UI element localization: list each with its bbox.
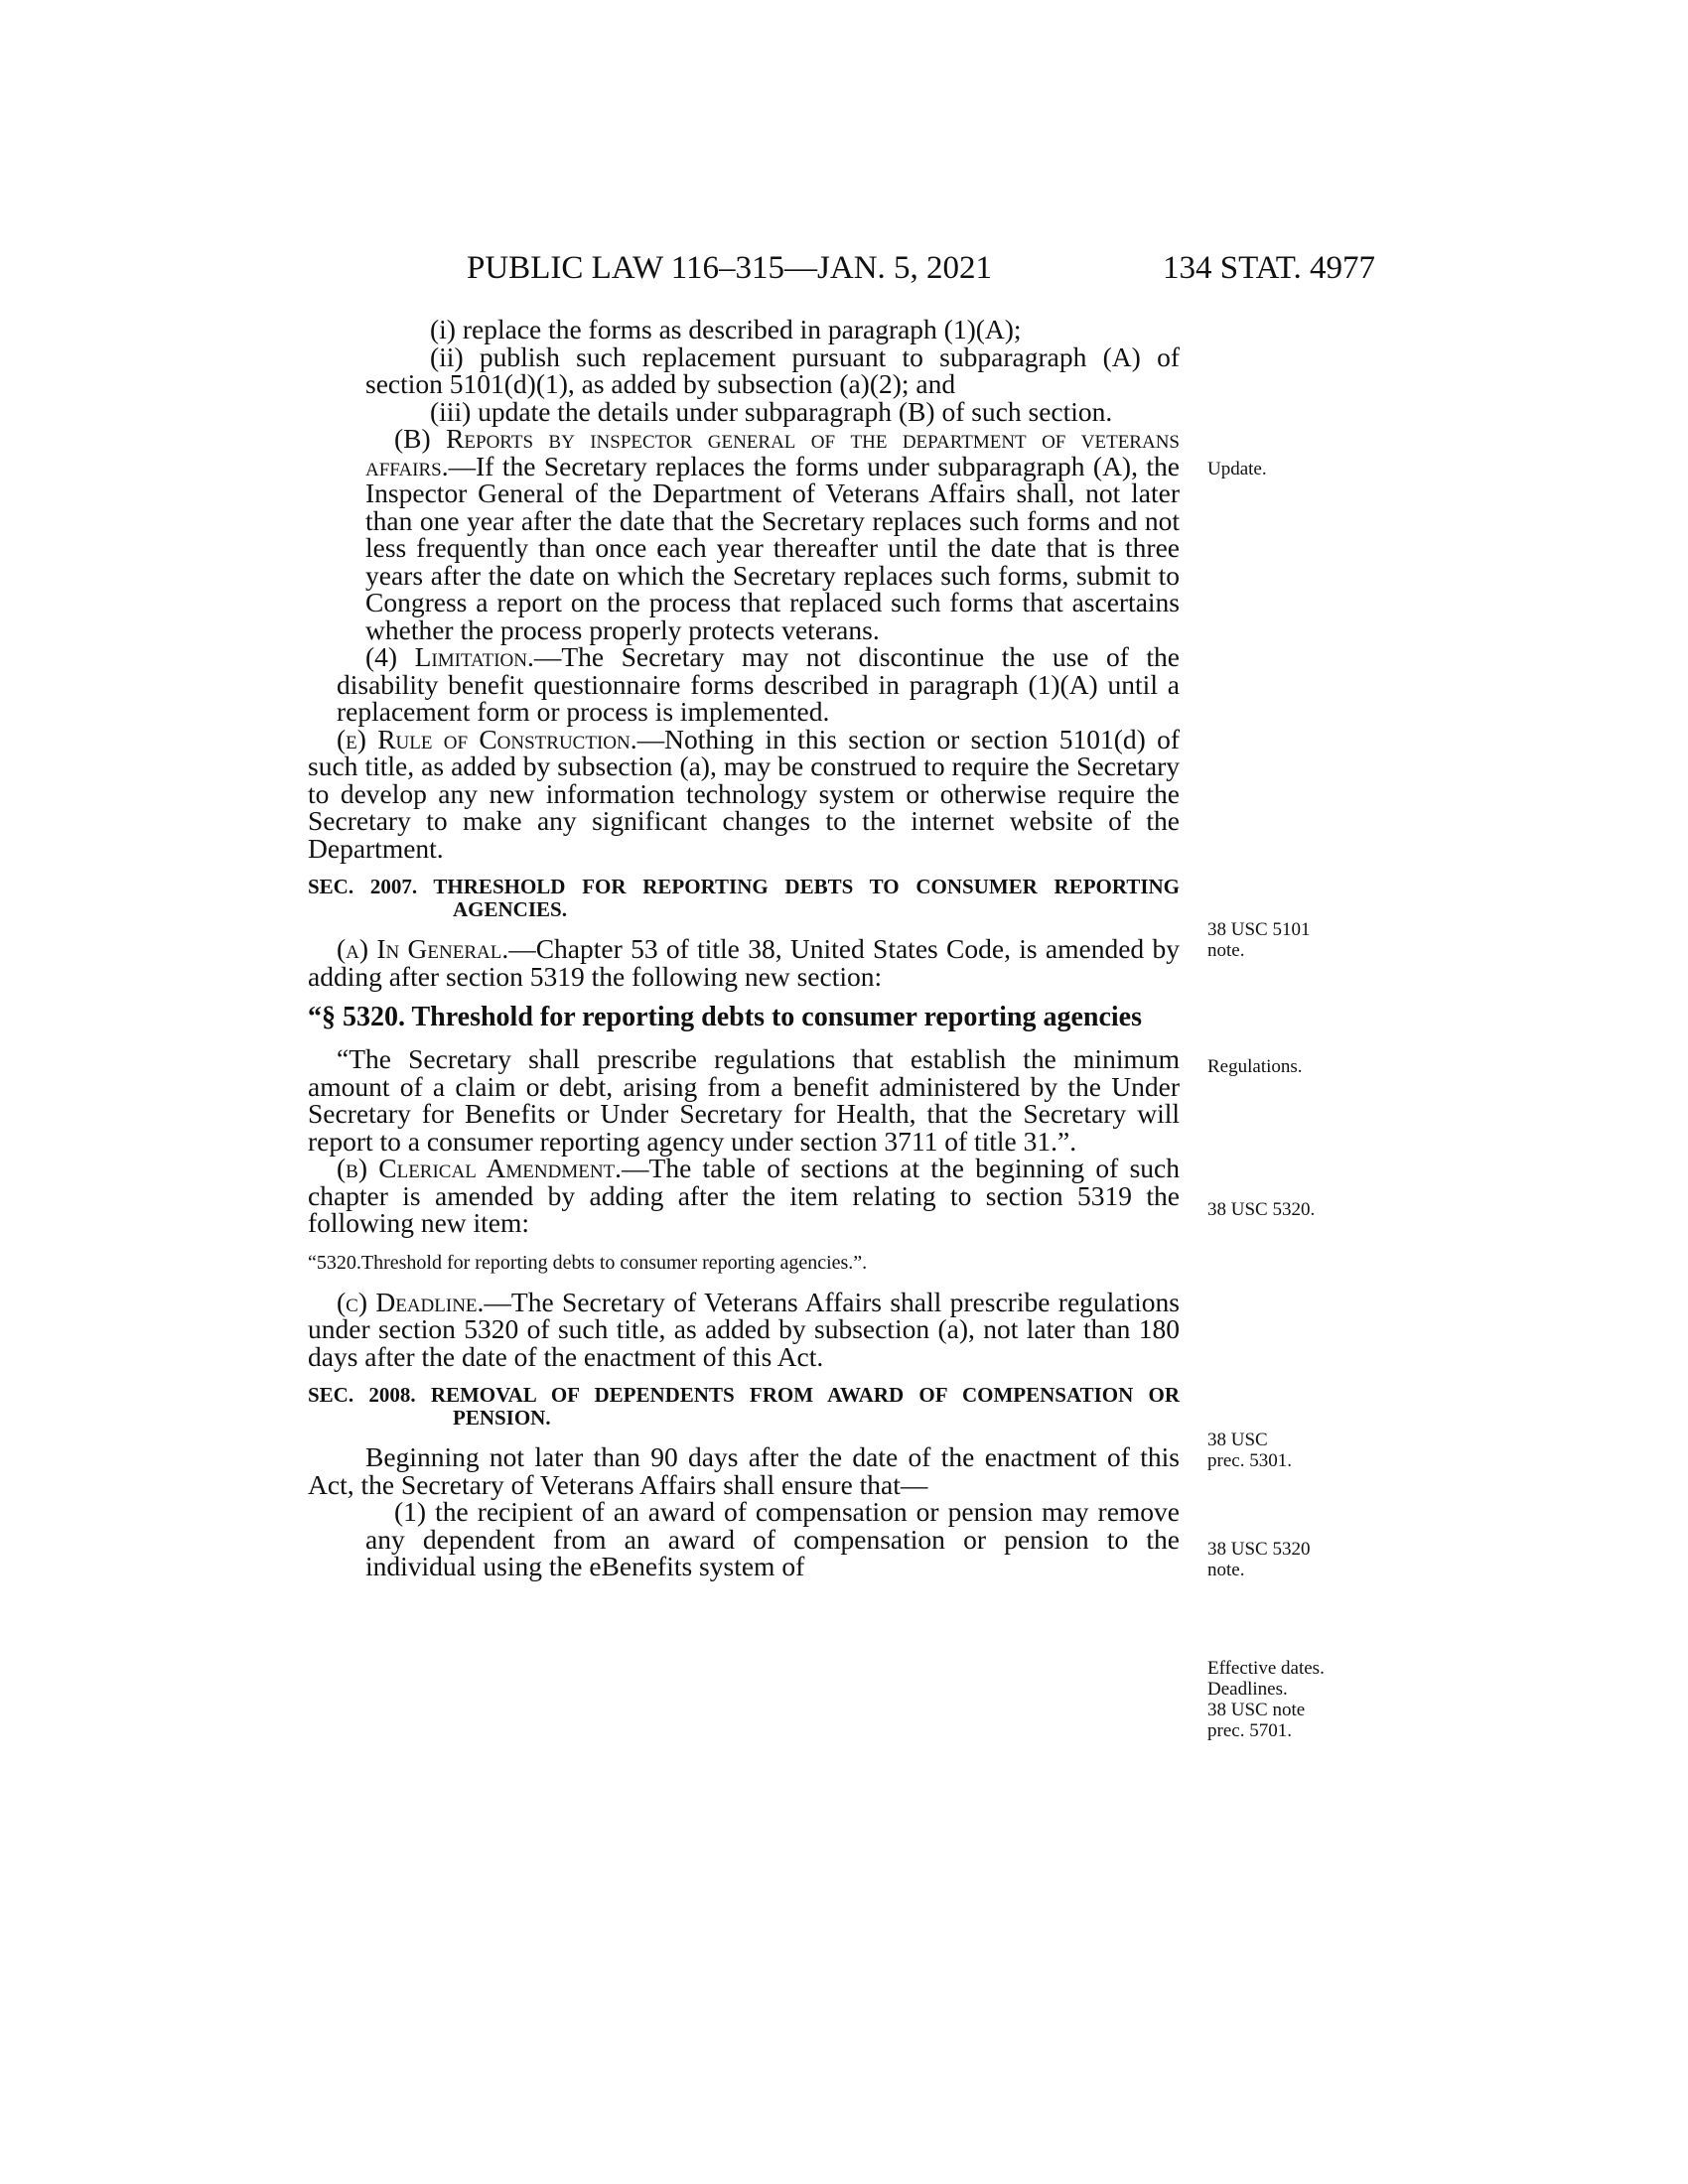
margin-note-38-usc-5320 [1207,1199,1315,1220]
margin-note-38-usc-5320-note [1207,1539,1310,1580]
subparagraph-b [308,425,1180,643]
section-5320-heading: “§ 5320. Threshold for reporting debts to consumer reporting agencies [308,1002,1142,1032]
public-law-citation: PUBLIC LAW 116–315—JAN. 5, 2021 [467,250,993,286]
clause-ii: (ii) publish such replacement pursuant to subparagraph (A) of section 5101(d)(1), as added by subsection (a)(2); and [365,341,1180,399]
section-2008-text: Beginning not later than 90 days after the date of the enactment of this Act, the Secretary of Veterans Affairs shall ensure that— [308,1441,1180,1500]
clause-iii: (iii) update the details under subparagraph (B) of such section. [430,395,1113,427]
margin-note-38-usc-5320-text: 38 USC 5320. [1207,1199,1316,1220]
subsection-c [308,1286,1180,1372]
subsection-b-heading: (b) Clerical Amendment. [337,1153,623,1183]
subsection-e [308,723,1181,864]
paragraph-4-heading: (4) Limitation. [365,641,534,672]
subsection-b-text: —The table of sections at the beginning of such chapter is amended by adding after the item relating to section 5319 the following new item: [308,1153,1181,1238]
section-2007-heading: SEC. 2007. THRESHOLD FOR REPORTING DEBTS TO CONSUMER REPORTING AGENCIES. [308,875,1180,921]
margin-note-regulations-text: Regulations. [1207,1056,1303,1077]
margin-note-update-text: Update. [1207,459,1267,479]
margin-note-prec-5301 [1207,1430,1292,1471]
margin-note-line: 38 USC 5320 [1207,1539,1311,1560]
margin-note-line: 38 USC [1207,1430,1268,1450]
subsection-e-text: —Nothing in this section or section 5101(d) of such title, as added by subsection (a), may be construed to require the Secretary to develop any new information technology system or otherwise require the Secretary to make any significant changes to the internet website of the Department. [308,723,1181,864]
subsection-a-heading: (a) In General. [337,933,509,964]
subsection-e-heading: (e) Rule of Construction. [337,723,637,754]
margin-note-line: prec. 5301. [1207,1450,1292,1471]
margin-note-line: Deadlines. [1207,1679,1288,1700]
subparagraph-b-heading: (B) Reports by inspector general of the department of veterans affairs. [365,423,1180,481]
section-5320-text: “The Secretary shall prescribe regulations that establish the minimum amount of a claim or debt, arising from a benefit administered by the Under Secretary for Benefits or Under Secretary for Health, that the Secretary will report to a consumer reporting agency under section 3711 of title 31.”. [308,1043,1180,1157]
margin-note-line: 38 USC 5101 [1207,919,1311,940]
margin-note-regulations [1207,1056,1303,1077]
margin-note-line: prec. 5701. [1207,1720,1292,1741]
margin-note-update [1207,459,1267,479]
margin-note-line: note. [1207,1560,1245,1580]
section-2008-heading: SEC. 2008. REMOVAL OF DEPENDENTS FROM AWARD OF COMPENSATION OR PENSION. [308,1383,1180,1430]
subsection-a [308,935,1180,990]
statute-page-number: 134 STAT. 4977 [1162,250,1375,286]
subsection-c-heading: (c) Deadline. [337,1286,485,1317]
paragraph-4-text: —The Secretary may not discontinue the use of the disability benefit questionnaire forms described in paragraph (1)(A) until a replacement form or process is implemented. [337,641,1180,727]
subsection-c-text: —The Secretary of Veterans Affairs shall prescribe regulations under section 5320 of such title, as added by subsection (a), not later than 180 days after the date of the enactment of this Act. [308,1286,1180,1372]
subsection-b [308,1155,1180,1237]
clause-i: (i) replace the forms as described in paragraph (1)(A); [430,314,1022,344]
margin-note-line: note. [1207,940,1245,961]
margin-note-line: 38 USC note [1207,1700,1306,1720]
paragraph-1: (1) the recipient of an award of compensation or pension may remove any dependent from an award of compensation or pension to the individual using the eBenefits system of [365,1496,1180,1581]
subparagraph-b-text: —If the Secretary replaces the forms under subparagraph (A), the Inspector General of the Department of Veterans Affairs shall, not later than one year after the date that the Secretary replaces such forms and not less frequently than once each year thereafter until the date that is three years after the date on which the Secretary replaces such forms, submit to Congress a report on the process that replaced such forms that ascertains whether the process properly protects veterans. [365,450,1180,645]
margin-note-effective-dates [1207,1658,1325,1741]
margin-note-line: Effective dates. [1207,1658,1325,1679]
paragraph-4 [308,643,1180,726]
document-body [308,316,1180,1580]
table-item-5320: “5320.Threshold for reporting debts to consumer reporting agencies.”. [308,1251,868,1274]
page-header [467,250,1375,290]
subsection-a-text: —Chapter 53 of title 38, United States Code, is amended by adding after section 5319 the following new section: [308,933,1180,992]
margin-note-38-usc-5101 [1207,919,1310,961]
